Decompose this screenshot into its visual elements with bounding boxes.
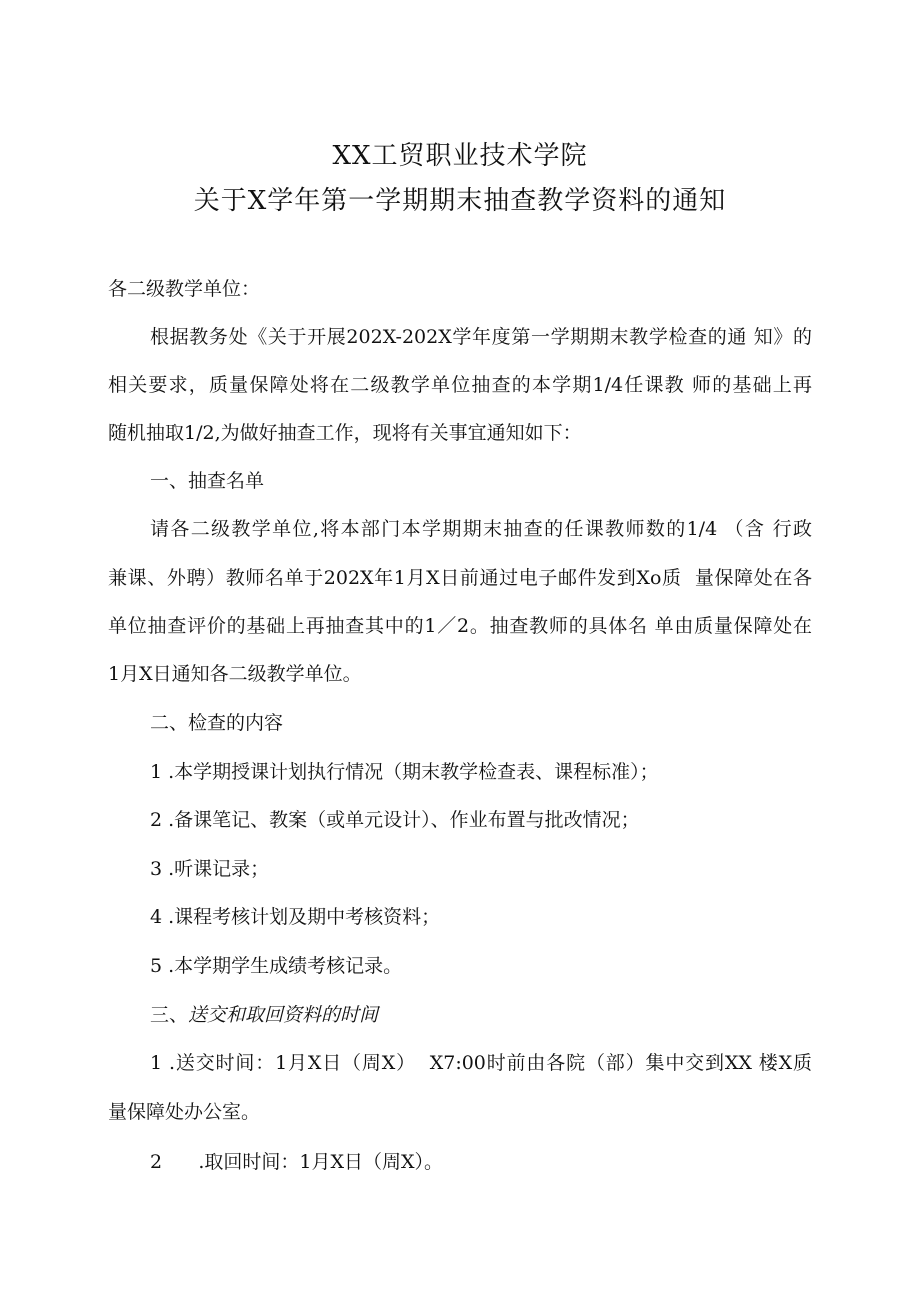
document-title-notice: 关于X学年第一学期期末抽查教学资料的通知 <box>193 186 727 216</box>
salutation: 各二级教学单位： <box>108 278 261 300</box>
section-2-heading: 二、检查的内容 <box>150 712 284 734</box>
section-1-heading: 一、抽查名单 <box>150 470 265 492</box>
intro-line-2: 相关要求，质量保障处将在二级教学单位抽查的本学期1/4任课教 师的基础上再 <box>108 374 812 396</box>
intro-line-1: 根据教务处《关于开展202X-202X学年度第一学期期末教学检查的通 知》的 <box>150 326 812 348</box>
section-1-line-2: 兼课、外聘）教师名单于202X年1月X日前通过电子邮件发到Xo质 量保障处在各 <box>108 567 812 589</box>
section-3-heading <box>150 1003 378 1027</box>
section-3-item-1-line-1: 1 .送交时间：1月X日（周X） X7:00时前由各院（部）集中交到XX 楼X质 <box>150 1052 812 1074</box>
section-1-line-1: 请各二级教学单位,将本部门本学期期末抽查的任课教师数的1/4 （含 行政 <box>150 518 812 540</box>
list-item: 5 .本学期学生成绩考核记录。 <box>150 955 403 977</box>
section-1-line-4: 1月X日通知各二级教学单位。 <box>108 663 362 685</box>
list-item: 2 .备课笔记、教案（或单元设计）、作业布置与批改情况； <box>150 809 640 831</box>
list-item: 1 .本学期授课计划执行情况（期末教学检查表、课程标准）； <box>150 761 659 783</box>
section-1-line-3: 单位抽查评价的基础上再抽查其中的1／2。抽查教师的具体名 单由质量保障处在 <box>108 615 812 637</box>
section-3-heading-prefix: 三、 <box>150 1004 189 1026</box>
section-3-item-2: 2 .取回时间：1月X日（周X）。 <box>150 1151 444 1173</box>
list-item: 3 .听课记录； <box>150 858 270 880</box>
list-item: 4 .课程考核计划及期中考核资料； <box>150 906 441 928</box>
section-3-item-1-line-2: 量保障处办公室。 <box>108 1101 261 1123</box>
section-3-heading-text: 送交和取回资料的时间 <box>188 1004 379 1026</box>
document-title-institution: XX工贸职业技术学院 <box>332 141 588 171</box>
intro-line-3: 随机抽取1/2,为做好抽查工作，现将有关事宜通知如下： <box>108 422 582 444</box>
